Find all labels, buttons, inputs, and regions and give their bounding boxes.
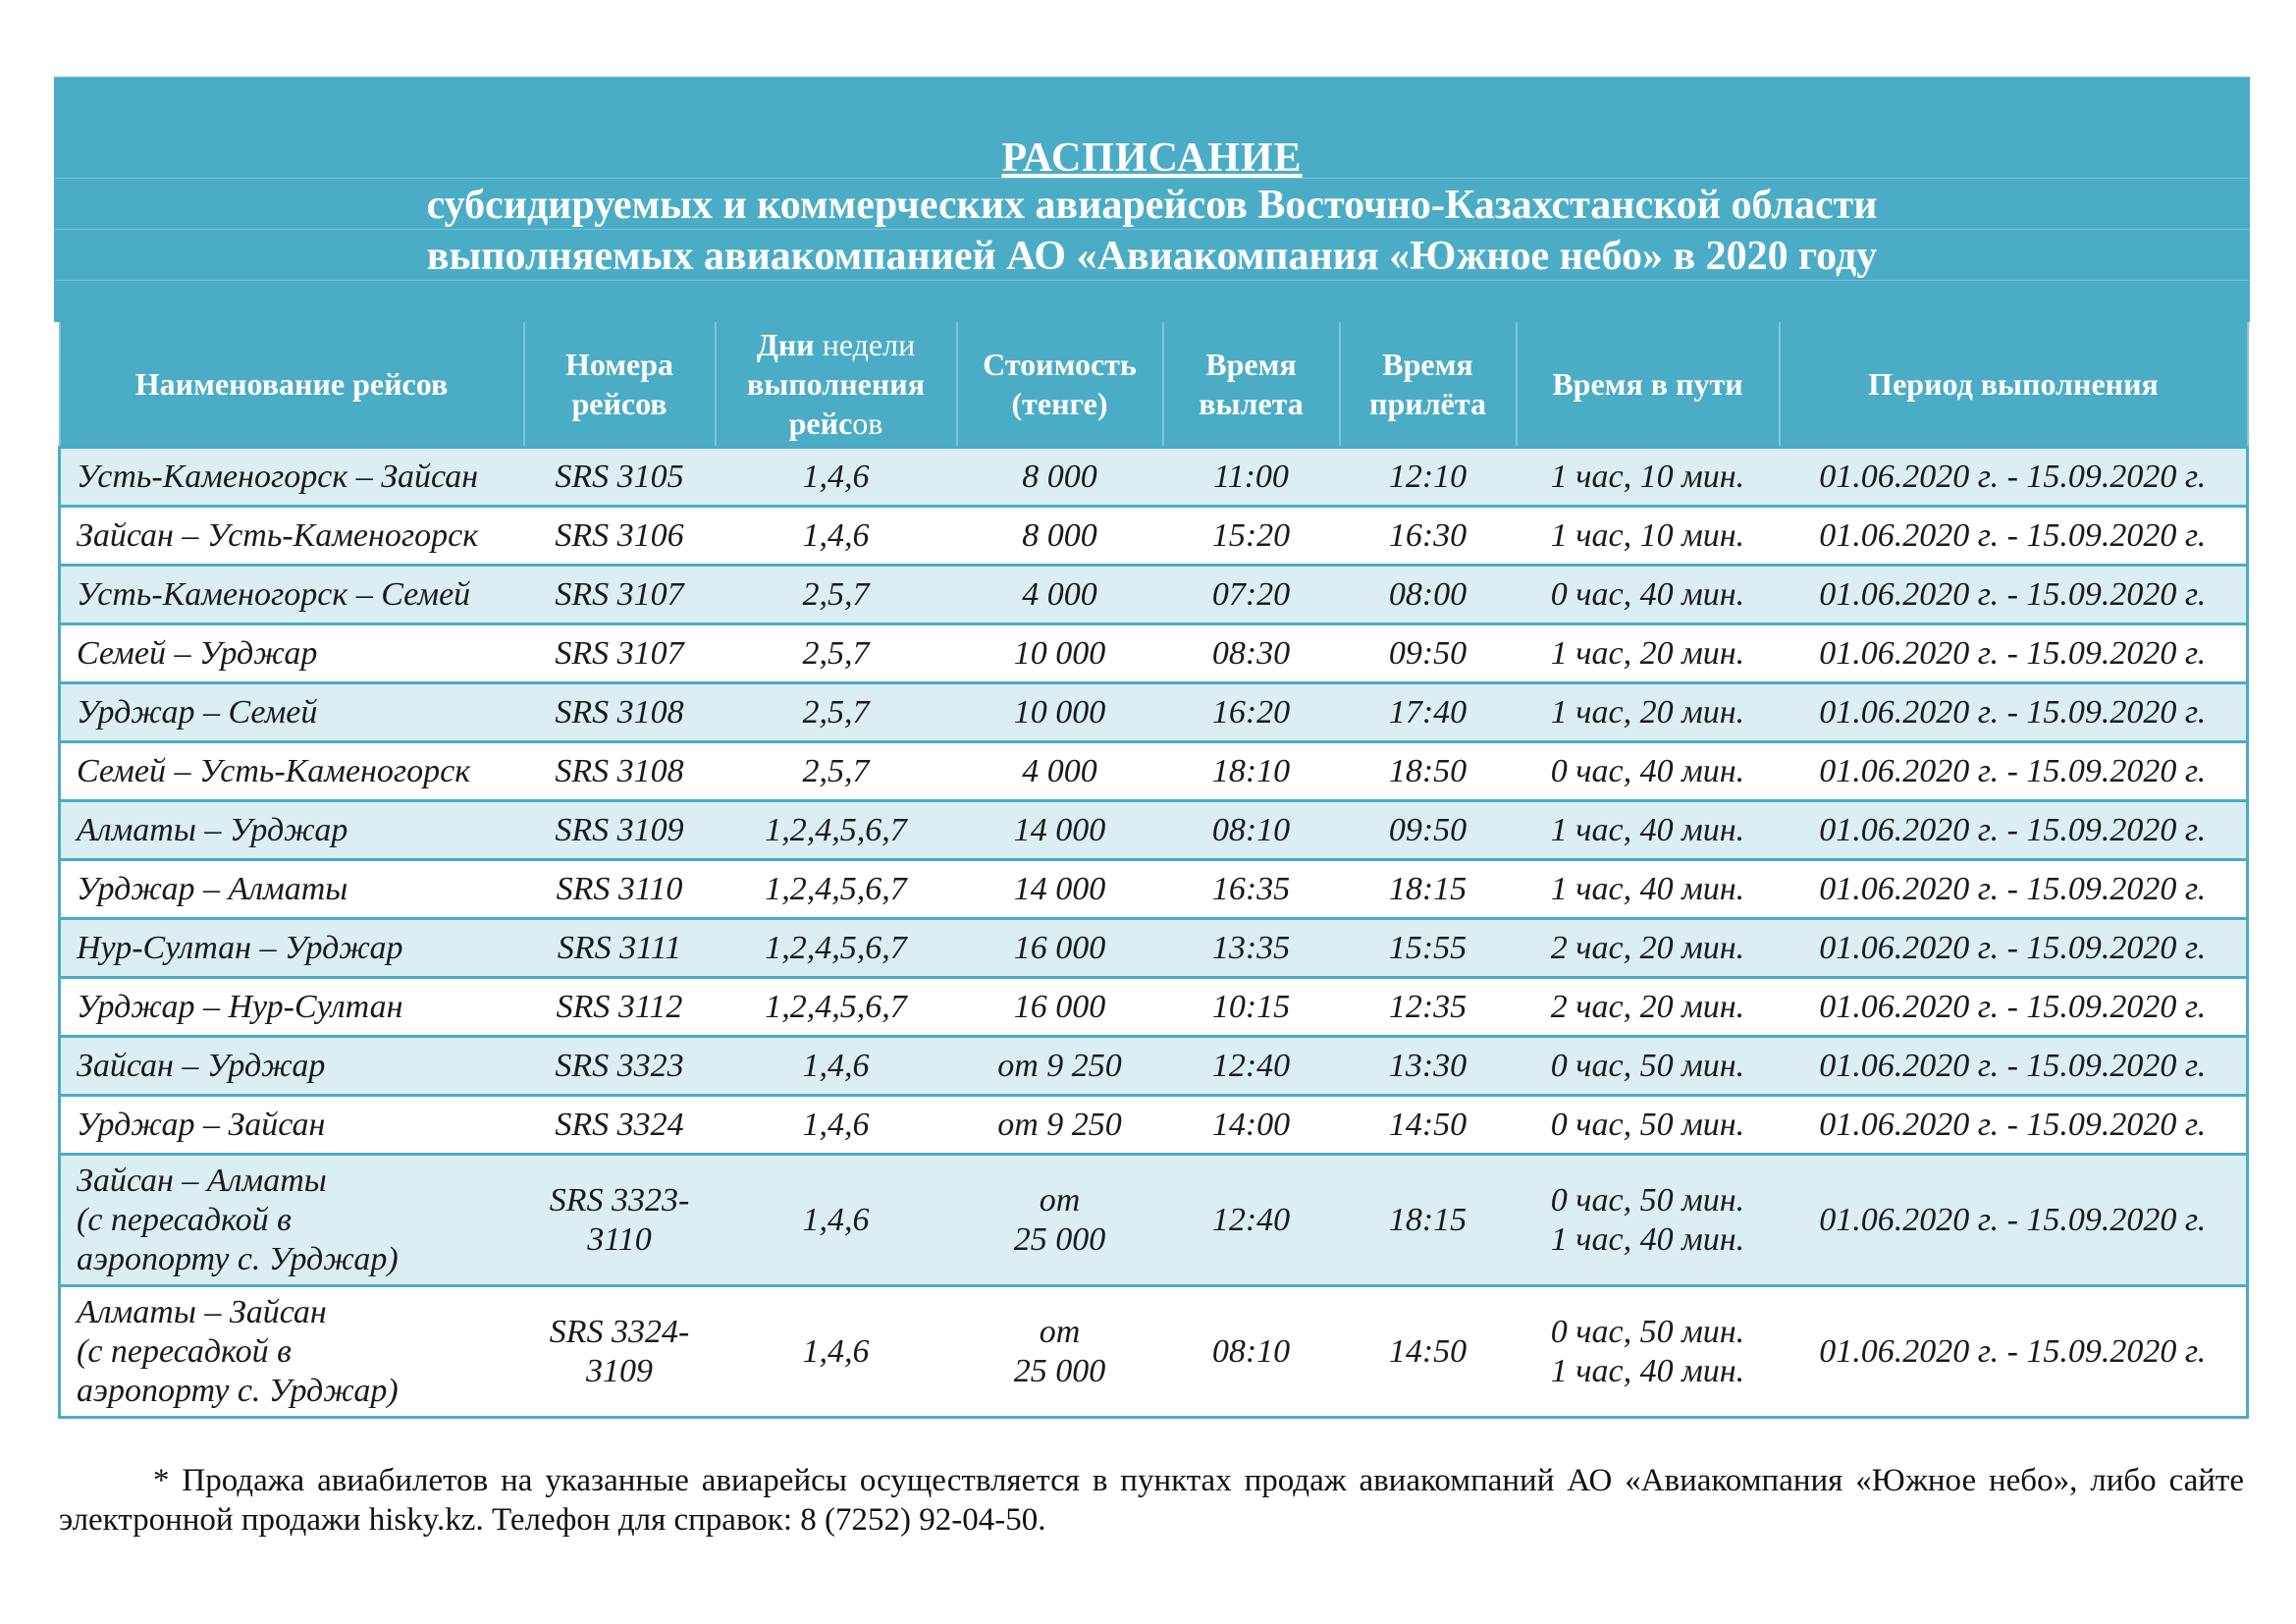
price-line: 25 000 (1013, 1220, 1106, 1258)
schedule-subtitle-2: выполняемых авиакомпанией АО «Авиакомпания «Южное небо» в 2020 году (426, 234, 1878, 279)
route-line: аэропорту с. Урджар) (77, 1372, 399, 1409)
days-header-part: выполнения (746, 366, 926, 402)
price-line: от (1039, 1181, 1081, 1218)
arrival-cell: 18:50 (1340, 742, 1517, 801)
flight-schedule-table (58, 322, 2249, 1419)
period-cell: 01.06.2020 г. - 15.09.2020 г. (1780, 683, 2248, 742)
flight-number-cell: SRS 3109 (524, 801, 716, 860)
flight-number-cell: SRS 3323 (524, 1037, 716, 1096)
days-cell: 1,4,6 (716, 507, 957, 566)
days-cell: 2,5,7 (716, 566, 957, 624)
duration-cell: 1 час, 40 мин. (1517, 860, 1780, 919)
flight-number-cell: SRS 3107 (524, 566, 716, 624)
flight-number-cell: SRS 3105 (524, 448, 716, 507)
route-cell: Нур-Султан – Урджар (60, 919, 524, 978)
table-header-row (60, 322, 2248, 448)
days-cell: 2,5,7 (716, 683, 957, 742)
duration-cell: 1 час, 40 мин. (1517, 801, 1780, 860)
price-cell: 4 000 (957, 742, 1163, 801)
table-row (60, 566, 2248, 624)
route-cell (60, 1286, 524, 1418)
arrival-cell: 08:00 (1340, 566, 1517, 624)
departure-cell: 10:15 (1163, 978, 1340, 1037)
flight-line: 3110 (587, 1220, 652, 1258)
route-cell (60, 1155, 524, 1286)
period-cell: 01.06.2020 г. - 15.09.2020 г. (1780, 624, 2248, 683)
period-cell: 01.06.2020 г. - 15.09.2020 г. (1780, 566, 2248, 624)
departure-cell: 13:35 (1163, 919, 1340, 978)
duration-cell: 2 час, 20 мин. (1517, 978, 1780, 1037)
price-cell: 16 000 (957, 919, 1163, 978)
days-cell: 1,4,6 (716, 448, 957, 507)
departure-cell: 11:00 (1163, 448, 1340, 507)
period-cell: 01.06.2020 г. - 15.09.2020 г. (1780, 1037, 2248, 1096)
column-header-period: Период выполнения (1780, 322, 2248, 448)
flight-number-cell: SRS 3112 (524, 978, 716, 1037)
days-cell: 1,4,6 (716, 1286, 957, 1418)
duration-line: 0 час, 50 мин. (1550, 1313, 1745, 1350)
table-row (60, 919, 2248, 978)
column-header-flight: Номера рейсов (524, 322, 716, 448)
duration-cell (1517, 1286, 1780, 1418)
schedule-subtitle-1: субсидируемых и коммерческих авиарейсов Восточно-Казахстанской области (426, 183, 1878, 228)
table-row (60, 978, 2248, 1037)
table-row-transfer (60, 1155, 2248, 1286)
route-line: (с пересадкой в (77, 1332, 292, 1370)
period-cell: 01.06.2020 г. - 15.09.2020 г. (1780, 978, 2248, 1037)
flight-number-cell: SRS 3110 (524, 860, 716, 919)
column-header-days (716, 322, 957, 448)
duration-cell: 0 час, 50 мин. (1517, 1096, 1780, 1155)
period-cell: 01.06.2020 г. - 15.09.2020 г. (1780, 448, 2248, 507)
days-header-part: Дни (756, 327, 815, 362)
arrival-cell: 14:50 (1340, 1096, 1517, 1155)
days-header-part: рейс (788, 406, 853, 441)
departure-cell: 16:20 (1163, 683, 1340, 742)
price-cell: 10 000 (957, 624, 1163, 683)
flight-number-cell (524, 1155, 716, 1286)
price-cell (957, 1155, 1163, 1286)
table-row (60, 507, 2248, 566)
column-header-arrival: Время прилёта (1340, 322, 1517, 448)
price-cell: от 9 250 (957, 1096, 1163, 1155)
column-header-price: Стоимость (тенге) (957, 322, 1163, 448)
arrival-cell: 09:50 (1340, 801, 1517, 860)
flight-number-cell: SRS 3324 (524, 1096, 716, 1155)
price-cell (957, 1286, 1163, 1418)
table-row (60, 683, 2248, 742)
column-header-departure: Время вылета (1163, 322, 1340, 448)
price-cell: 10 000 (957, 683, 1163, 742)
flight-number-cell: SRS 3108 (524, 683, 716, 742)
route-cell: Семей – Усть-Каменогорск (60, 742, 524, 801)
duration-line: 0 час, 50 мин. (1550, 1181, 1745, 1218)
schedule-heading: РАСПИСАНИЕ (1001, 135, 1303, 181)
arrival-cell: 16:30 (1340, 507, 1517, 566)
departure-cell: 12:40 (1163, 1155, 1340, 1286)
arrival-cell: 13:30 (1340, 1037, 1517, 1096)
arrival-cell: 18:15 (1340, 860, 1517, 919)
flight-line: SRS 3323- (549, 1181, 690, 1218)
route-line: Алматы – Зайсан (77, 1293, 327, 1330)
duration-line: 1 час, 40 мин. (1550, 1220, 1745, 1258)
title-banner (54, 77, 2250, 322)
arrival-cell: 18:15 (1340, 1155, 1517, 1286)
days-cell: 1,4,6 (716, 1155, 957, 1286)
days-header-part: недели (814, 327, 916, 362)
days-header-part: ов (852, 406, 883, 441)
duration-cell: 2 час, 20 мин. (1517, 919, 1780, 978)
days-cell: 2,5,7 (716, 624, 957, 683)
arrival-cell: 17:40 (1340, 683, 1517, 742)
departure-cell: 08:10 (1163, 801, 1340, 860)
route-cell: Зайсан – Усть-Каменогорск (60, 507, 524, 566)
price-cell: 14 000 (957, 801, 1163, 860)
duration-cell: 1 час, 20 мин. (1517, 624, 1780, 683)
price-cell: 4 000 (957, 566, 1163, 624)
table-row (60, 742, 2248, 801)
route-cell: Усть-Каменогорск – Зайсан (60, 448, 524, 507)
price-line: 25 000 (1013, 1352, 1106, 1389)
days-cell: 1,4,6 (716, 1037, 957, 1096)
route-cell: Урджар – Семей (60, 683, 524, 742)
flight-number-cell: SRS 3108 (524, 742, 716, 801)
departure-cell: 07:20 (1163, 566, 1340, 624)
column-header-route: Наименование рейсов (60, 322, 524, 448)
days-cell: 1,4,6 (716, 1096, 957, 1155)
days-cell: 1,2,4,5,6,7 (716, 860, 957, 919)
route-line: аэропорту с. Урджар) (77, 1240, 399, 1277)
price-cell: 16 000 (957, 978, 1163, 1037)
route-cell: Урджар – Зайсан (60, 1096, 524, 1155)
period-cell: 01.06.2020 г. - 15.09.2020 г. (1780, 919, 2248, 978)
arrival-cell: 14:50 (1340, 1286, 1517, 1418)
arrival-cell: 12:10 (1340, 448, 1517, 507)
route-cell: Усть-Каменогорск – Семей (60, 566, 524, 624)
period-cell: 01.06.2020 г. - 15.09.2020 г. (1780, 1286, 2248, 1418)
duration-cell: 1 час, 10 мин. (1517, 448, 1780, 507)
price-cell: 8 000 (957, 507, 1163, 566)
duration-cell: 0 час, 40 мин. (1517, 742, 1780, 801)
days-cell: 1,2,4,5,6,7 (716, 801, 957, 860)
flight-number-cell: SRS 3111 (524, 919, 716, 978)
table-row-transfer (60, 1286, 2248, 1418)
flight-number-cell (524, 1286, 716, 1418)
days-cell: 1,2,4,5,6,7 (716, 919, 957, 978)
column-header-duration: Время в пути (1517, 322, 1780, 448)
table-row (60, 801, 2248, 860)
table-row (60, 1037, 2248, 1096)
period-cell: 01.06.2020 г. - 15.09.2020 г. (1780, 801, 2248, 860)
price-line: от (1039, 1313, 1081, 1350)
departure-cell: 16:35 (1163, 860, 1340, 919)
departure-cell: 18:10 (1163, 742, 1340, 801)
duration-cell (1517, 1155, 1780, 1286)
period-cell: 01.06.2020 г. - 15.09.2020 г. (1780, 860, 2248, 919)
flight-line: 3109 (586, 1352, 653, 1389)
arrival-cell: 15:55 (1340, 919, 1517, 978)
price-cell: 14 000 (957, 860, 1163, 919)
duration-cell: 0 час, 50 мин. (1517, 1037, 1780, 1096)
table-row (60, 448, 2248, 507)
flight-line: SRS 3324- (549, 1313, 690, 1350)
route-cell: Зайсан – Урджар (60, 1037, 524, 1096)
departure-cell: 08:10 (1163, 1286, 1340, 1418)
arrival-cell: 12:35 (1340, 978, 1517, 1037)
duration-cell: 0 час, 40 мин. (1517, 566, 1780, 624)
route-cell: Урджар – Нур-Султан (60, 978, 524, 1037)
arrival-cell: 09:50 (1340, 624, 1517, 683)
days-cell: 2,5,7 (716, 742, 957, 801)
price-cell: от 9 250 (957, 1037, 1163, 1096)
price-cell: 8 000 (957, 448, 1163, 507)
footnote: * Продажа авиабилетов на указанные авиарейсы осуществляется в пунктах продаж авиакомпаний АО «Авиакомпания «Южное небо», либо сайте электронной продажи hisky.kz. Телефон для справок: 8 (7252) 92-04-50. (59, 1463, 2244, 1538)
table-row (60, 624, 2248, 683)
route-cell: Алматы – Урджар (60, 801, 524, 860)
route-cell: Урджар – Алматы (60, 860, 524, 919)
period-cell: 01.06.2020 г. - 15.09.2020 г. (1780, 1155, 2248, 1286)
table-row (60, 860, 2248, 919)
route-line: (с пересадкой в (77, 1201, 292, 1238)
departure-cell: 08:30 (1163, 624, 1340, 683)
table-row (60, 1096, 2248, 1155)
duration-cell: 1 час, 20 мин. (1517, 683, 1780, 742)
departure-cell: 14:00 (1163, 1096, 1340, 1155)
duration-line: 1 час, 40 мин. (1550, 1352, 1745, 1389)
departure-cell: 15:20 (1163, 507, 1340, 566)
route-line: Зайсан – Алматы (77, 1162, 327, 1199)
flight-number-cell: SRS 3106 (524, 507, 716, 566)
period-cell: 01.06.2020 г. - 15.09.2020 г. (1780, 1096, 2248, 1155)
duration-cell: 1 час, 10 мин. (1517, 507, 1780, 566)
days-cell: 1,2,4,5,6,7 (716, 978, 957, 1037)
period-cell: 01.06.2020 г. - 15.09.2020 г. (1780, 742, 2248, 801)
route-cell: Семей – Урджар (60, 624, 524, 683)
period-cell: 01.06.2020 г. - 15.09.2020 г. (1780, 507, 2248, 566)
departure-cell: 12:40 (1163, 1037, 1340, 1096)
flight-number-cell: SRS 3107 (524, 624, 716, 683)
